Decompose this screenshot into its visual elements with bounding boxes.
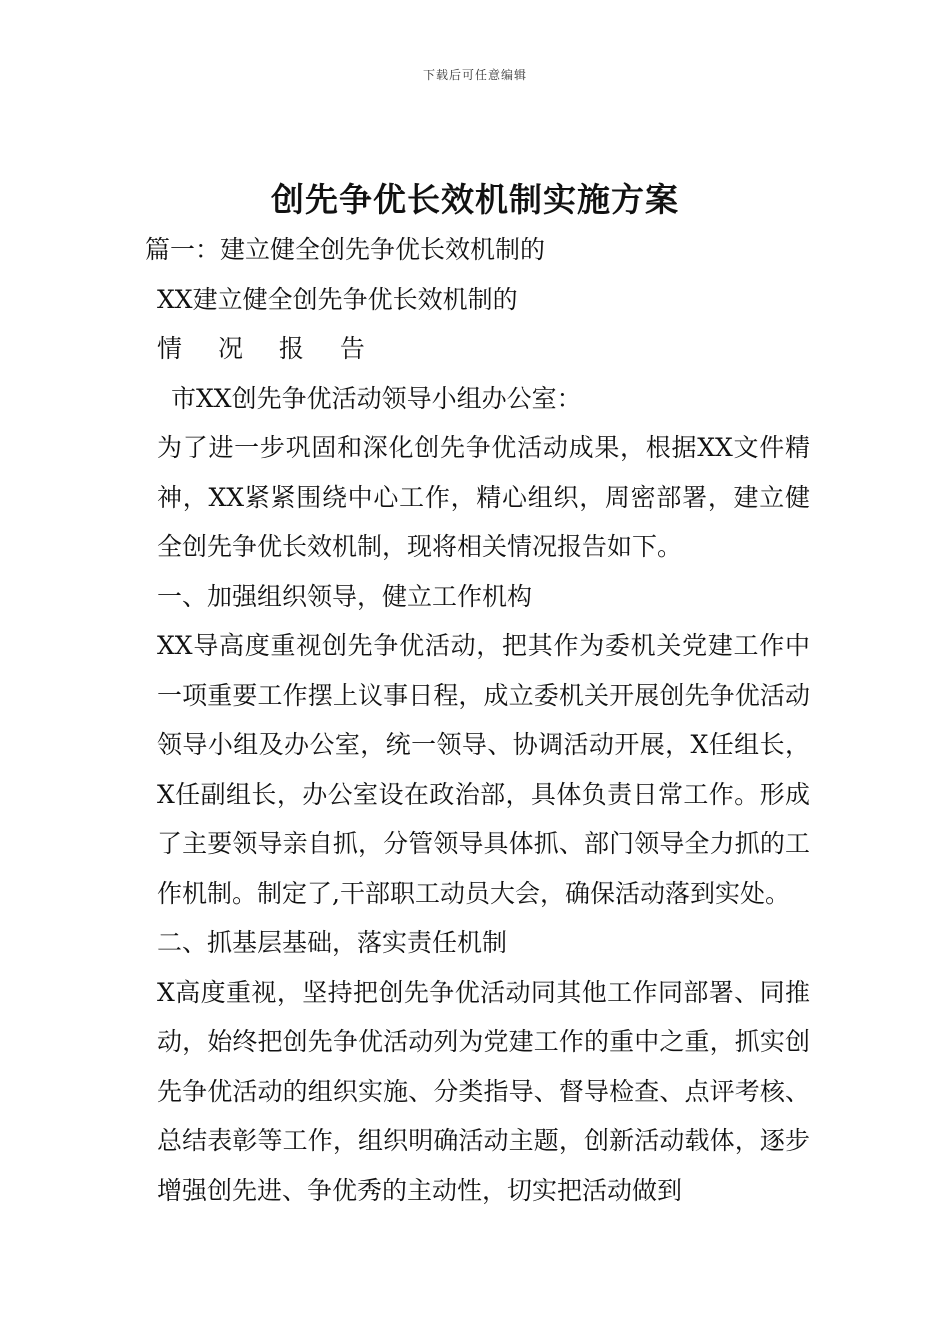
paragraph-grassroots: X高度重视，坚持把创先争优活动同其他工作同部署、同推动，始终把创先争优活动列为党建工作的重中之重，抓实创先争优活动的组织实施、分类指导、督导检查、点评考核、总结表彰等工作，组织明确活动主题，创新活动载体，逐步增强创先进、争优秀的主动性，切实把活动做到: [157, 977, 810, 1205]
addressee-line: 市XX创先争优活动领导小组办公室：: [171, 383, 582, 413]
paragraph-organization: XX导高度重视创先争优活动，把其作为委机关党建工作中一项重要工作摆上议事日程，成立委机关开展创先争优活动领导小组及办公室，统一领导、协调活动开展，X任组长，X任副组长，办公室设在政治部，具体负责日常工作。形成了主要领导亲自抓，分管领导具体抓、部门领导全力抓的工作机制。制定了,干部职工动员大会，确保活动落到实处。: [157, 631, 810, 908]
heading-one: 一、加强组织领导，健立工作机构: [157, 581, 533, 611]
document-title: 创先争优长效机制实施方案: [271, 180, 679, 219]
heading-two: 二、抓基层基础，落实责任机制: [157, 928, 508, 957]
report-label: 情 况 报 告: [157, 334, 379, 363]
paragraph-intro: 为了进一步巩固和深化创先争优活动成果，根据XX文件精神，XX紧紧围绕中心工作，精心组织，周密部署，建立健全创先争优长效机制，现将相关情况报告如下。: [157, 433, 810, 561]
report-subtitle: XX建立健全创先争优长效机制的: [157, 284, 518, 314]
document-body: [145, 225, 810, 1215]
section-heading: 篇一：建立健全创先争优长效机制的: [145, 235, 546, 264]
header-note: 下载后可任意编辑: [422, 68, 527, 82]
